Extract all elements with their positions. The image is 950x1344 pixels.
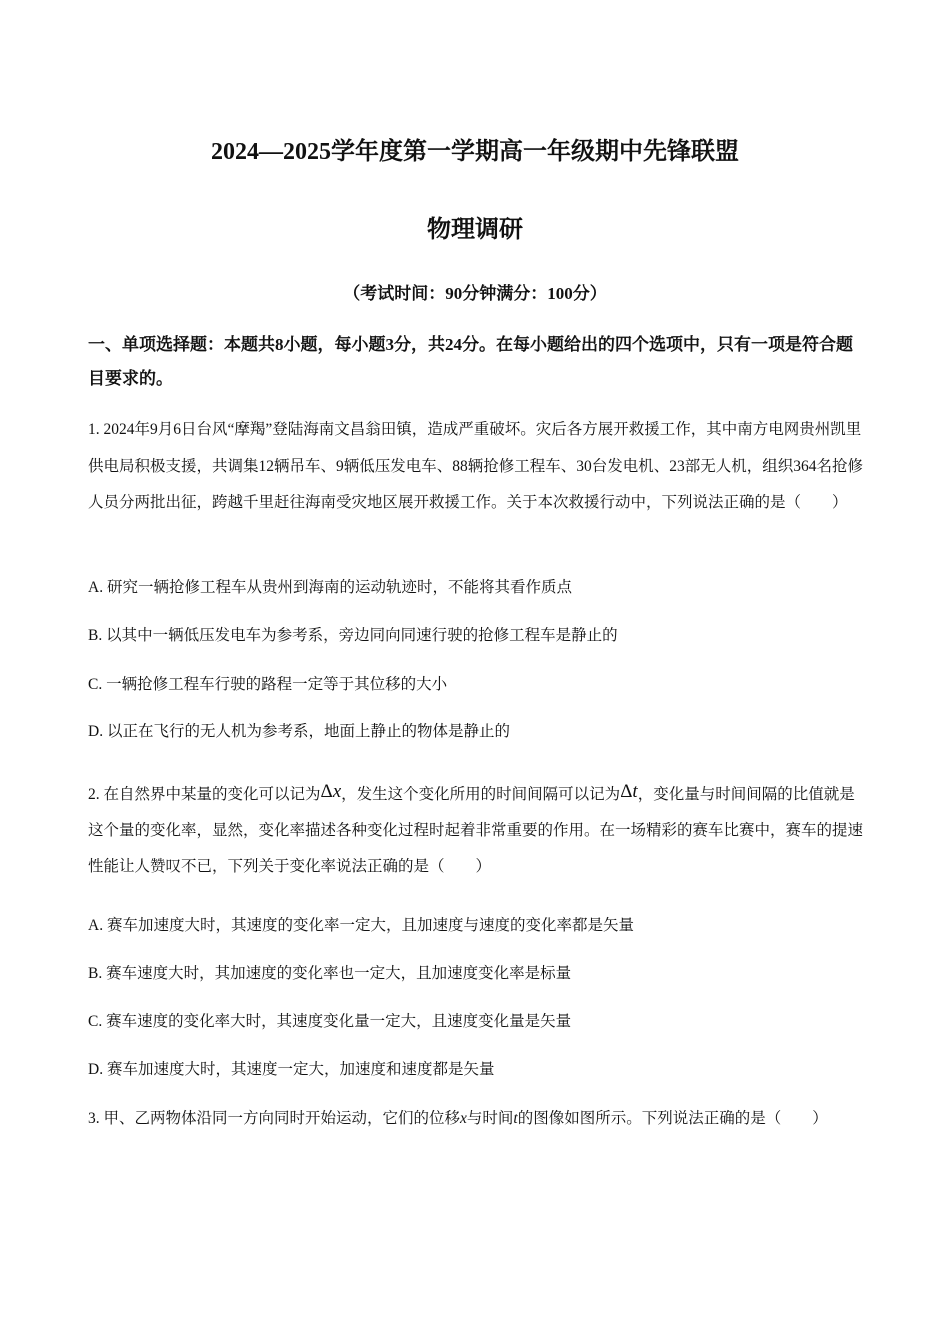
question-2-stem-part2: ，发生这个变化所用的时间间隔可以记为 [341, 786, 621, 803]
question-3-stem-part1: 3. 甲、乙两物体沿同一方向同时开始运动，它们的位移 [88, 1110, 461, 1127]
question-3-stem-part3: 的图像如图所示。下列说法正确的是（ ） [517, 1110, 828, 1127]
question-1-option-d: D. 以正在飞行的无人机为参考系，地面上静止的物体是静止的 [88, 723, 510, 740]
question-1-option-c: C. 一辆抢修工程车行驶的路程一定等于其位移的大小 [88, 676, 448, 693]
question-2-option-b: B. 赛车速度大时，其加速度的变化率也一定大，且加速度变化率是标量 [88, 965, 572, 982]
variable-t-q3: t [513, 1110, 518, 1127]
variable-t: t [632, 781, 638, 802]
question-3-stem [88, 1101, 866, 1138]
variable-x: x [332, 781, 342, 802]
delta-symbol-x: Δ [320, 781, 333, 802]
question-2-stem-part3: ，变化量与时间间隔的比值就是这个量的变化率，显然，变化率描述各种变化过程时起着非常重要的作用。在一场精彩的赛车比赛中，赛车的提速性能让人赞叹不已，下列关于变化率说法正确的是（ ） [88, 786, 864, 875]
question-2-option-d: D. 赛车加速度大时，其速度一定大，加速度和速度都是矢量 [88, 1061, 495, 1078]
exam-info: （考试时间：90分钟满分：100分） [343, 284, 607, 303]
question-2-stem-part1: 2. 在自然界中某量的变化可以记为 [88, 786, 321, 803]
delta-symbol-t: Δ [620, 781, 633, 802]
question-2-option-a: A. 赛车加速度大时，其速度的变化率一定大，且加速度与速度的变化率都是矢量 [88, 917, 634, 934]
question-1-option-b: B. 以其中一辆低压发电车为参考系，旁边同向同速行驶的抢修工程车是静止的 [88, 627, 618, 644]
question-3-stem-part2: 与时间 [466, 1110, 514, 1127]
question-2-stem [88, 774, 866, 885]
section-heading: 一、单项选择题：本题共8小题，每小题3分，共24分。在每小题给出的四个选项中，只有一项是符合题目要求的。 [88, 335, 853, 388]
question-1-stem: 1. 2024年9月6日台风“摩羯”登陆海南文昌翁田镇，造成严重破坏。灾后各方展开救援工作，其中南方电网贵州凯里供电局积极支援，共调集12辆吊车、9辆低压发电车、88辆抢修工程车、30台发电机、23部无人机，组织364名抢修人员分两批出征，跨越千里赶往海南受灾地区展开救援工作。关于本次救援行动中，下列说法正确的是（ ） [88, 421, 864, 511]
variable-x-q3: x [460, 1110, 467, 1127]
question-1-option-a: A. 研究一辆抢修工程车从贵州到海南的运动轨迹时，不能将其看作质点 [88, 579, 572, 596]
exam-title: 2024—2025学年度第一学期高一年级期中先锋联盟 [211, 139, 739, 165]
exam-subject: 物理调研 [427, 217, 523, 243]
question-2-option-c: C. 赛车速度的变化率大时，其速度变化量一定大，且速度变化量是矢量 [88, 1013, 572, 1030]
